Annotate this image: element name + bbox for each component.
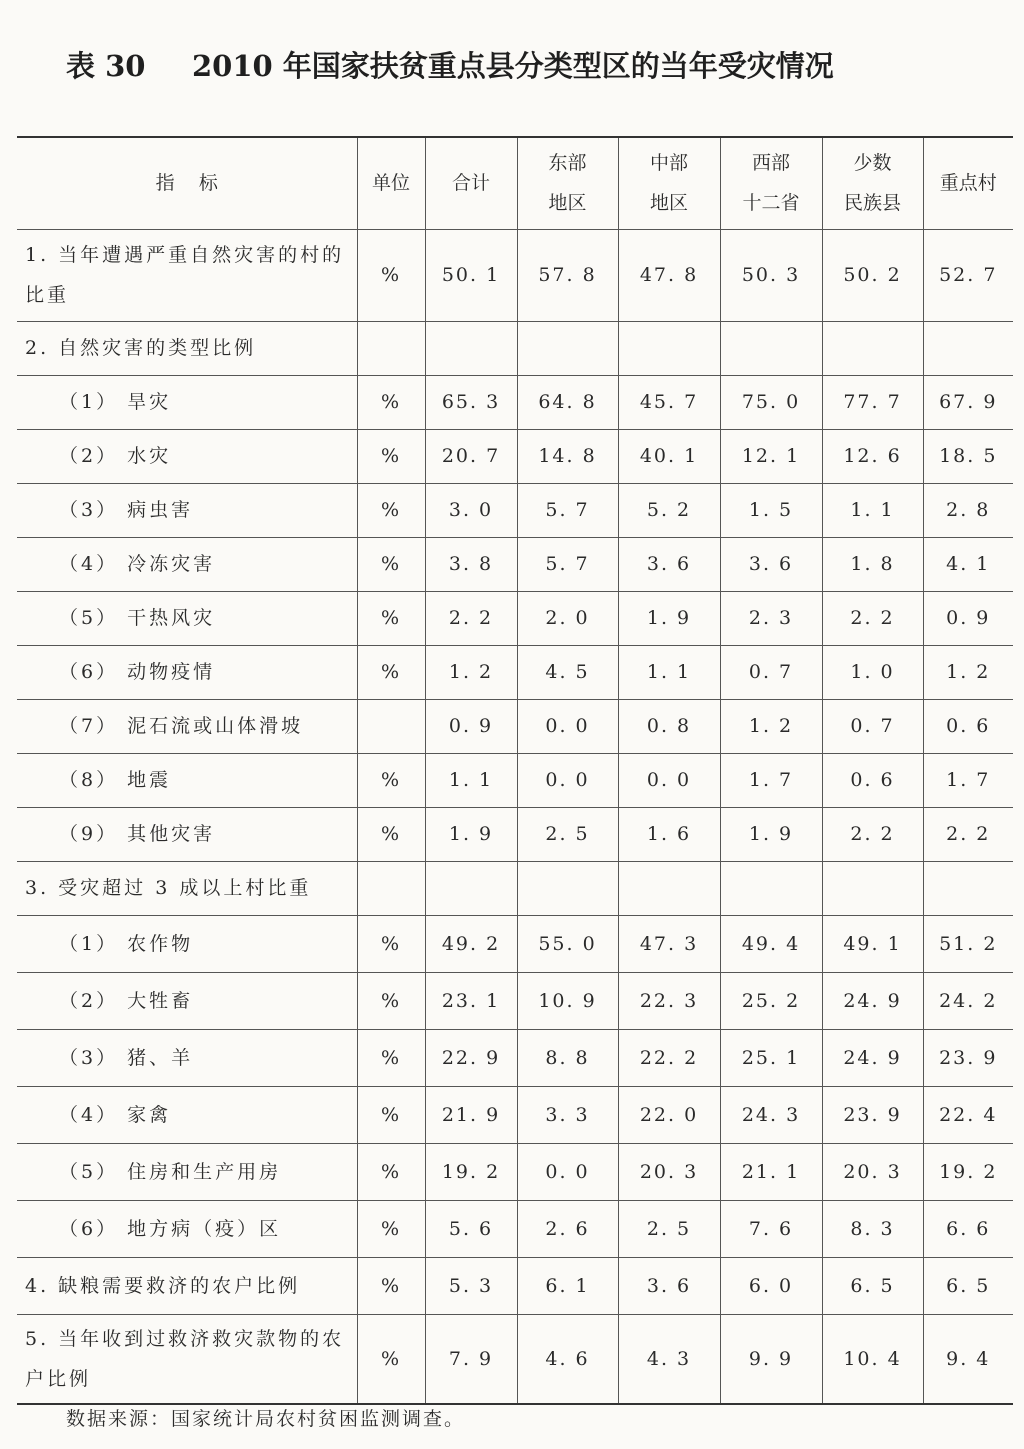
value-cell: 22. 0 — [618, 1086, 720, 1143]
unit-cell: % — [357, 1143, 425, 1200]
value-cell: 4. 3 — [618, 1314, 720, 1404]
value-cell: 2. 0 — [517, 591, 618, 645]
table-row — [17, 1029, 1013, 1086]
value-cell: 49. 2 — [425, 915, 517, 972]
value-cell: 0. 8 — [618, 699, 720, 753]
value-cell — [822, 861, 923, 915]
indicator-label: （7） 泥石流或山体滑坡 — [59, 715, 304, 737]
value-cell: 0. 9 — [425, 699, 517, 753]
value-cell: 22. 3 — [618, 972, 720, 1029]
value-cell: 2. 2 — [822, 591, 923, 645]
column-header: 西部 十二省 — [720, 137, 822, 229]
value-cell: 6. 5 — [923, 1257, 1013, 1314]
value-cell — [923, 861, 1013, 915]
value-cell: 24. 9 — [822, 972, 923, 1029]
value-cell: 20. 3 — [822, 1143, 923, 1200]
value-cell: 7. 9 — [425, 1314, 517, 1404]
unit-cell: % — [357, 645, 425, 699]
value-cell — [822, 321, 923, 375]
value-cell — [923, 321, 1013, 375]
value-cell — [425, 861, 517, 915]
indicator-label: （2） 水灾 — [59, 445, 172, 467]
value-cell: 6. 0 — [720, 1257, 822, 1314]
table-row — [17, 915, 1013, 972]
value-cell: 6. 5 — [822, 1257, 923, 1314]
value-cell: 22. 2 — [618, 1029, 720, 1086]
value-cell: 1. 1 — [425, 753, 517, 807]
value-cell: 2. 5 — [618, 1200, 720, 1257]
value-cell: 1. 7 — [720, 753, 822, 807]
value-cell: 20. 7 — [425, 429, 517, 483]
value-cell: 10. 4 — [822, 1314, 923, 1404]
value-cell: 50. 2 — [822, 229, 923, 321]
value-cell: 12. 6 — [822, 429, 923, 483]
table-row — [17, 1086, 1013, 1143]
table-row — [17, 429, 1013, 483]
unit-cell: % — [357, 915, 425, 972]
indicator-label: （6） 动物疫情 — [59, 661, 216, 683]
value-cell: 45. 7 — [618, 375, 720, 429]
value-cell: 3. 8 — [425, 537, 517, 591]
value-cell: 0. 6 — [923, 699, 1013, 753]
value-cell: 23. 1 — [425, 972, 517, 1029]
table-row — [17, 861, 1013, 915]
table-header — [17, 137, 1013, 229]
value-cell: 67. 9 — [923, 375, 1013, 429]
value-cell: 1. 5 — [720, 483, 822, 537]
value-cell: 22. 9 — [425, 1029, 517, 1086]
table-row — [17, 699, 1013, 753]
unit-cell: % — [357, 753, 425, 807]
table-row — [17, 483, 1013, 537]
value-cell: 19. 2 — [425, 1143, 517, 1200]
table-row — [17, 972, 1013, 1029]
value-cell: 4. 5 — [517, 645, 618, 699]
value-cell — [720, 321, 822, 375]
value-cell: 5. 7 — [517, 537, 618, 591]
indicator-label: （1） 农作物 — [59, 932, 194, 955]
unit-cell: % — [357, 229, 425, 321]
value-cell: 0. 0 — [618, 753, 720, 807]
unit-cell: % — [357, 591, 425, 645]
indicator-label: 5. 当年收到过救济救灾款物的农户比例 — [25, 1327, 345, 1390]
value-cell: 19. 2 — [923, 1143, 1013, 1200]
value-cell: 2. 2 — [923, 807, 1013, 861]
value-cell: 8. 3 — [822, 1200, 923, 1257]
value-cell: 3. 6 — [618, 1257, 720, 1314]
value-cell: 24. 2 — [923, 972, 1013, 1029]
value-cell: 2. 5 — [517, 807, 618, 861]
value-cell: 49. 1 — [822, 915, 923, 972]
unit-cell: % — [357, 1314, 425, 1404]
value-cell — [425, 321, 517, 375]
value-cell: 1. 2 — [425, 645, 517, 699]
value-cell: 50. 1 — [425, 229, 517, 321]
value-cell: 1. 9 — [720, 807, 822, 861]
value-cell — [517, 321, 618, 375]
value-cell: 47. 8 — [618, 229, 720, 321]
table-row — [17, 1314, 1013, 1404]
indicator-label: 4. 缺粮需要救济的农户比例 — [25, 1274, 301, 1297]
unit-cell: % — [357, 483, 425, 537]
value-cell: 14. 8 — [517, 429, 618, 483]
indicator-label: （3） 猪、羊 — [59, 1046, 194, 1069]
value-cell: 0. 0 — [517, 699, 618, 753]
indicator-label: 3. 受灾超过 3 成以上村比重 — [25, 877, 312, 899]
value-cell: 20. 3 — [618, 1143, 720, 1200]
column-header: 中部 地区 — [618, 137, 720, 229]
table-title-text: 2010 年国家扶贫重点县分类型区的当年受灾情况 — [192, 49, 834, 83]
table-body — [17, 229, 1013, 1404]
indicator-label: （2） 大牲畜 — [59, 989, 194, 1012]
value-cell: 1. 9 — [425, 807, 517, 861]
value-cell: 1. 6 — [618, 807, 720, 861]
value-cell: 22. 4 — [923, 1086, 1013, 1143]
value-cell: 12. 1 — [720, 429, 822, 483]
table-row — [17, 1257, 1013, 1314]
value-cell: 1. 7 — [923, 753, 1013, 807]
unit-cell — [357, 699, 425, 753]
value-cell — [720, 861, 822, 915]
value-cell: 1. 0 — [822, 645, 923, 699]
value-cell: 7. 6 — [720, 1200, 822, 1257]
table-row — [17, 229, 1013, 321]
indicator-label: 1. 当年遭遇严重自然灾害的村的比重 — [25, 244, 345, 306]
indicator-label: （3） 病虫害 — [59, 499, 194, 521]
table-row — [17, 807, 1013, 861]
table-row — [17, 645, 1013, 699]
value-cell: 3. 0 — [425, 483, 517, 537]
value-cell — [517, 861, 618, 915]
indicator-label: （5） 住房和生产用房 — [59, 1160, 282, 1183]
value-cell: 1. 1 — [618, 645, 720, 699]
value-cell: 75. 0 — [720, 375, 822, 429]
value-cell: 2. 2 — [822, 807, 923, 861]
unit-cell: % — [357, 1257, 425, 1314]
table-row — [17, 375, 1013, 429]
value-cell: 47. 3 — [618, 915, 720, 972]
value-cell: 0. 0 — [517, 1143, 618, 1200]
unit-cell — [357, 321, 425, 375]
value-cell: 50. 3 — [720, 229, 822, 321]
value-cell: 6. 6 — [923, 1200, 1013, 1257]
value-cell: 4. 1 — [923, 537, 1013, 591]
value-cell: 49. 4 — [720, 915, 822, 972]
value-cell: 18. 5 — [923, 429, 1013, 483]
indicator-label: （4） 冷冻灾害 — [59, 553, 216, 575]
indicator-label: （9） 其他灾害 — [59, 823, 216, 845]
value-cell: 51. 2 — [923, 915, 1013, 972]
value-cell: 3. 3 — [517, 1086, 618, 1143]
table-title — [66, 44, 834, 85]
value-cell: 5. 6 — [425, 1200, 517, 1257]
value-cell: 65. 3 — [425, 375, 517, 429]
unit-cell: % — [357, 1029, 425, 1086]
unit-cell: % — [357, 972, 425, 1029]
indicator-label: （4） 家禽 — [59, 1103, 172, 1126]
value-cell: 3. 6 — [720, 537, 822, 591]
value-cell: 8. 8 — [517, 1029, 618, 1086]
table-row — [17, 321, 1013, 375]
unit-cell: % — [357, 1200, 425, 1257]
column-header: 东部 地区 — [517, 137, 618, 229]
value-cell: 3. 6 — [618, 537, 720, 591]
value-cell: 55. 0 — [517, 915, 618, 972]
value-cell: 0. 0 — [517, 753, 618, 807]
value-cell: 25. 1 — [720, 1029, 822, 1086]
value-cell: 24. 3 — [720, 1086, 822, 1143]
unit-cell: % — [357, 1086, 425, 1143]
value-cell: 2. 3 — [720, 591, 822, 645]
unit-cell: % — [357, 429, 425, 483]
unit-cell: % — [357, 375, 425, 429]
value-cell: 24. 9 — [822, 1029, 923, 1086]
value-cell: 0. 6 — [822, 753, 923, 807]
value-cell — [618, 321, 720, 375]
table-number: 表 30 — [66, 49, 146, 83]
value-cell — [618, 861, 720, 915]
value-cell: 4. 6 — [517, 1314, 618, 1404]
value-cell: 64. 8 — [517, 375, 618, 429]
value-cell: 0. 7 — [822, 699, 923, 753]
value-cell: 2. 8 — [923, 483, 1013, 537]
indicator-label: （5） 干热风灾 — [59, 607, 216, 629]
value-cell: 2. 2 — [425, 591, 517, 645]
unit-cell — [357, 861, 425, 915]
value-cell: 0. 7 — [720, 645, 822, 699]
column-header: 单位 — [357, 137, 425, 229]
value-cell: 6. 1 — [517, 1257, 618, 1314]
table-row — [17, 537, 1013, 591]
value-cell: 77. 7 — [822, 375, 923, 429]
value-cell: 9. 4 — [923, 1314, 1013, 1404]
value-cell: 5. 3 — [425, 1257, 517, 1314]
indicator-label: 2. 自然灾害的类型比例 — [25, 337, 257, 359]
value-cell: 10. 9 — [517, 972, 618, 1029]
value-cell: 5. 2 — [618, 483, 720, 537]
column-header: 指 标 — [155, 172, 218, 195]
value-cell: 21. 9 — [425, 1086, 517, 1143]
indicator-label: （6） 地方病（疫）区 — [59, 1217, 282, 1240]
value-cell: 23. 9 — [923, 1029, 1013, 1086]
table-row — [17, 753, 1013, 807]
table-row — [17, 1200, 1013, 1257]
table-row — [17, 1143, 1013, 1200]
table-row — [17, 591, 1013, 645]
value-cell: 21. 1 — [720, 1143, 822, 1200]
unit-cell: % — [357, 807, 425, 861]
value-cell: 2. 6 — [517, 1200, 618, 1257]
value-cell: 5. 7 — [517, 483, 618, 537]
value-cell: 1. 2 — [923, 645, 1013, 699]
value-cell: 1. 2 — [720, 699, 822, 753]
value-cell: 1. 9 — [618, 591, 720, 645]
value-cell: 57. 8 — [517, 229, 618, 321]
column-header: 合计 — [425, 137, 517, 229]
value-cell: 23. 9 — [822, 1086, 923, 1143]
indicator-label: （8） 地震 — [59, 769, 172, 791]
value-cell: 1. 8 — [822, 537, 923, 591]
column-header: 重点村 — [923, 137, 1013, 229]
value-cell: 9. 9 — [720, 1314, 822, 1404]
value-cell: 1. 1 — [822, 483, 923, 537]
indicator-label: （1） 旱灾 — [59, 391, 172, 413]
data-source-note: 数据来源：国家统计局农村贫困监测调查。 — [66, 1408, 466, 1430]
disaster-table — [17, 136, 1013, 1405]
column-header: 少数 民族县 — [822, 137, 923, 229]
value-cell: 25. 2 — [720, 972, 822, 1029]
value-cell: 0. 9 — [923, 591, 1013, 645]
unit-cell: % — [357, 537, 425, 591]
value-cell: 40. 1 — [618, 429, 720, 483]
header-row — [17, 137, 1013, 229]
value-cell: 52. 7 — [923, 229, 1013, 321]
